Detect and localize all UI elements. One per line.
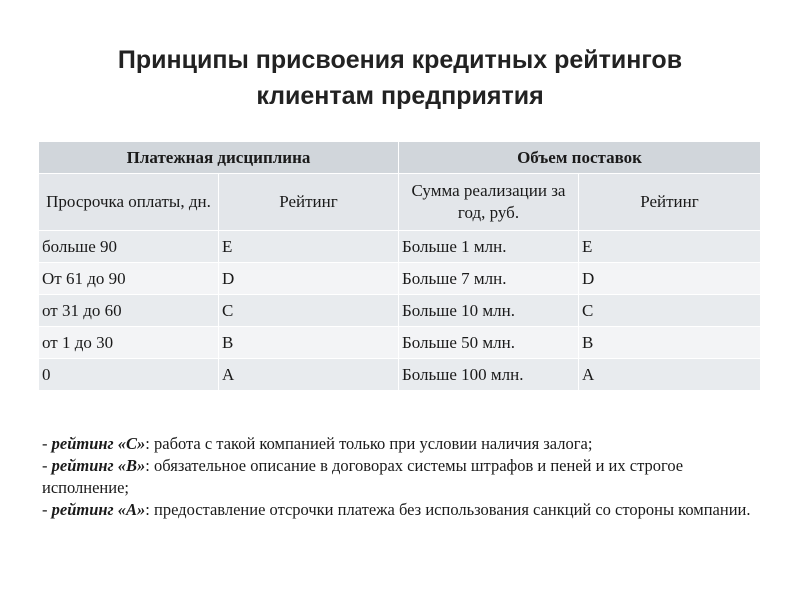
cell-rating: B (579, 327, 761, 359)
table-row (39, 295, 761, 327)
note-text: : предоставление отсрочки платежа без использования санкций со стороны компании. (145, 500, 751, 519)
cell-rating: A (219, 359, 399, 391)
table-group-header-row (39, 142, 761, 174)
cell-overdue: больше 90 (39, 231, 219, 263)
cell-rating: E (219, 231, 399, 263)
note-prefix: - (42, 434, 52, 453)
table-row (39, 231, 761, 263)
cell-sales: Больше 50 млн. (399, 327, 579, 359)
note-label: рейтинг «A» (51, 500, 146, 519)
cell-rating: D (579, 263, 761, 295)
note-rating-b (42, 455, 772, 499)
cell-overdue: от 31 до 60 (39, 295, 219, 327)
cell-rating: C (579, 295, 761, 327)
note-prefix: - (42, 456, 52, 475)
table-row (39, 263, 761, 295)
cell-overdue: От 61 до 90 (39, 263, 219, 295)
note-label: рейтинг «C» (51, 434, 146, 453)
subheader-overdue-days: Просрочка оплаты, дн. (39, 174, 219, 231)
title-line-2: клиентам предприятия (256, 82, 544, 110)
group-header-supply-volume: Объем поставок (399, 142, 761, 174)
credit-rating-table (38, 141, 761, 391)
subheader-rating: Рейтинг (219, 174, 399, 231)
note-text: : обязательное описание в договорах системы штрафов и пеней и их строгое исполнение; (42, 456, 684, 497)
cell-overdue: от 1 до 30 (39, 327, 219, 359)
title-line-1: Принципы присвоения кредитных рейтингов (117, 46, 683, 74)
cell-rating: B (219, 327, 399, 359)
cell-sales: Больше 7 млн. (399, 263, 579, 295)
slide-title (40, 42, 760, 114)
cell-rating: D (219, 263, 399, 295)
note-prefix: - (42, 500, 52, 519)
cell-sales: Больше 100 млн. (399, 359, 579, 391)
cell-overdue: 0 (39, 359, 219, 391)
note-text: : работа с такой компанией только при условии наличия залога; (145, 434, 593, 453)
cell-rating: E (579, 231, 761, 263)
subheader-rating: Рейтинг (579, 174, 761, 231)
group-header-payment-discipline: Платежная дисциплина (39, 142, 399, 174)
cell-rating: C (219, 295, 399, 327)
note-rating-c (42, 433, 772, 455)
table-subheader-row (39, 174, 761, 231)
note-label: рейтинг «B» (51, 456, 146, 475)
rating-notes (42, 433, 772, 521)
table-row (39, 327, 761, 359)
cell-sales: Больше 10 млн. (399, 295, 579, 327)
cell-sales: Больше 1 млн. (399, 231, 579, 263)
note-rating-a (42, 499, 772, 521)
table-row (39, 359, 761, 391)
subheader-annual-sales: Сумма реализации за год, руб. (399, 174, 579, 231)
cell-rating: A (579, 359, 761, 391)
